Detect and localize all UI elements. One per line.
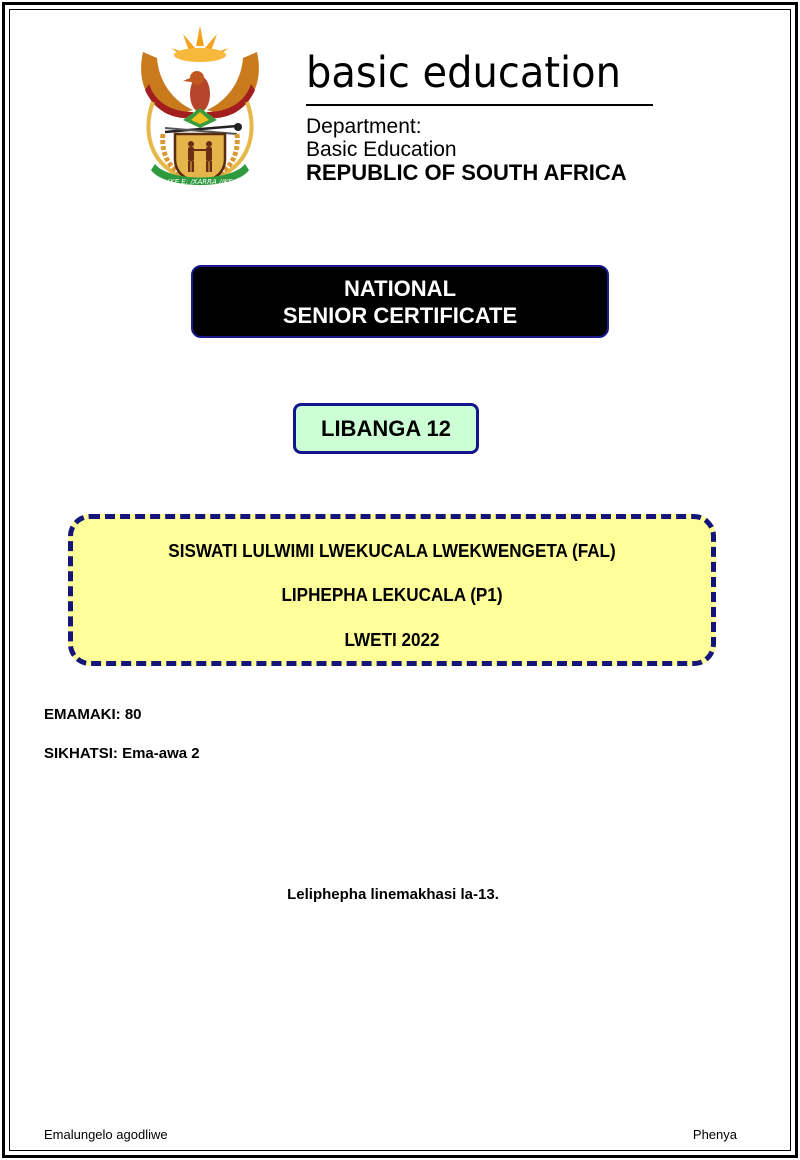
south-africa-coat-of-arms-icon (135, 24, 265, 194)
subject-box (68, 514, 716, 666)
exam-session: LWETI 2022 (344, 630, 440, 650)
banner-line-1: NATIONAL (343, 275, 457, 301)
time-info (44, 745, 200, 762)
banner-line-2: SENIOR CERTIFICATE (282, 302, 518, 328)
page-count-note: Leliphepha linemakhasi la-13. (287, 886, 499, 903)
nsc-banner (191, 265, 609, 338)
brand-title: basic education (306, 48, 621, 98)
marks-value: 80 (124, 706, 142, 723)
subject-title: SISWATI LULWIMI LWEKUCALA LWEKWENGETA (FAL) (168, 541, 616, 561)
footer-turn-over: Phenya (692, 1127, 737, 1142)
time-value: Ema-awa 2 (122, 745, 200, 762)
grade-label: LIBANGA 12 (321, 415, 451, 441)
department-label: Department: (306, 115, 422, 138)
marks-info (44, 706, 142, 723)
marks-label: EMAMAKI: (44, 706, 121, 723)
paper-label: LIPHEPHA LEKUCALA (P1) (281, 585, 503, 605)
footer-copyright: Emalungelo agodliwe (44, 1127, 168, 1142)
grade-badge (293, 403, 479, 454)
department-name: Basic Education (306, 138, 457, 161)
country-name: REPUBLIC OF SOUTH AFRICA (306, 160, 627, 185)
brand-divider (306, 104, 653, 106)
time-label: SIKHATSI: (44, 745, 118, 762)
svg-text:!KE E: /XARRA //KE: !KE E: /XARRA //KE (167, 178, 233, 186)
